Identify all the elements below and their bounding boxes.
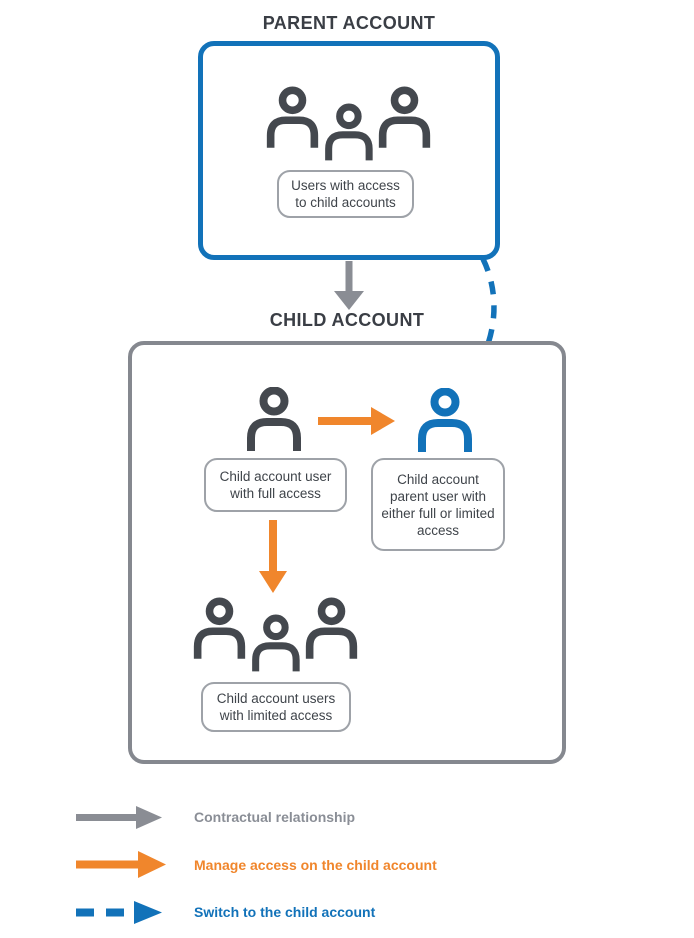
- person-icon-dark: [244, 387, 304, 451]
- users-group-icon: [191, 597, 361, 675]
- manage-access-arrow-down: [259, 520, 287, 594]
- legend-manage-access-label: Manage access on the child account: [194, 857, 437, 873]
- parent-account-title: PARENT ACCOUNT: [262, 13, 436, 33]
- legend-blue-dashed-arrow-icon: [76, 901, 162, 924]
- parent-user-label: Child account parent user with either full or limited access: [371, 458, 505, 551]
- limited-access-label: Child account users with limited access: [201, 682, 351, 732]
- contractual-relationship-arrow: [333, 261, 365, 311]
- legend-orange-arrow-icon: [76, 851, 166, 878]
- legend-contractual-label: Contractual relationship: [194, 809, 356, 825]
- manage-access-arrow-right: [318, 407, 395, 435]
- full-access-label: Child account user with full access: [204, 458, 347, 512]
- users-group-icon: [264, 86, 434, 164]
- parent-users-label: Users with access to child accounts: [277, 170, 414, 218]
- person-icon-blue: [414, 388, 476, 452]
- legend-switch-label: Switch to the child account: [194, 904, 376, 920]
- legend-gray-arrow-icon: [76, 806, 163, 829]
- child-account-title: CHILD ACCOUNT: [269, 310, 425, 330]
